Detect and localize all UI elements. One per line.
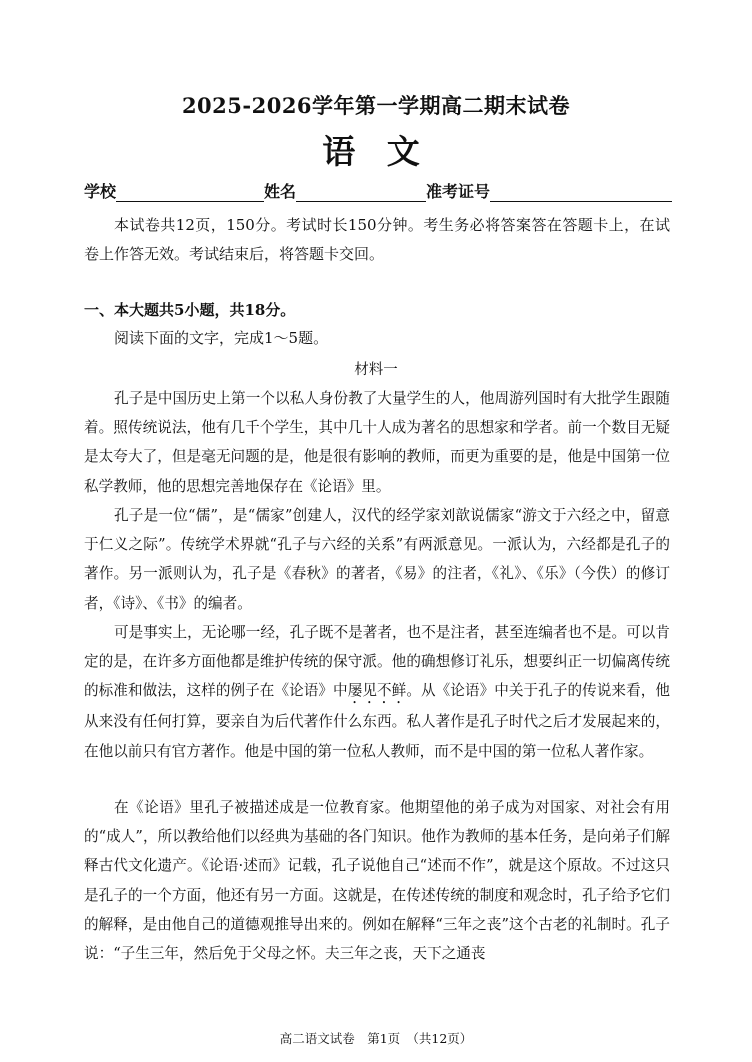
exam-instructions: 本试卷共12页，150分。考试时长150分钟。考生务必将答案答在答题卡上，在试卷上作答无效。考试结束后，将答题卡交回。 — [84, 216, 670, 263]
material-title: 材料一 — [354, 362, 398, 378]
material-paragraph-2: 孔子是一位“儒”，是“儒家”创建人，汉代的经学家刘歆说儒家“游文于六经之中，留意于仁义之际”。传统学术界就“孔子与六经的关系”有两派意见。一派认为，六经都是孔子的著作。另一派则认为，孔子是《春秋》的著者，《易》的注者，《礼》、《乐》（今佚）的修订者，《诗》、《书》的编者。 — [84, 507, 670, 612]
emphasized-phrase: 屡见不鲜 — [347, 682, 407, 700]
reading-directions: 阅读下面的文字，完成1～5题。 — [114, 329, 329, 347]
school-label: 学校 — [84, 182, 117, 201]
student-info-row — [84, 180, 672, 202]
paragraph-3-text-start: 可是事实上，无论哪一经，孔子既不是著者，也不是注者，甚至连编者也不是。可以肯定的是，在许多方面他都是维护传统的保守派。他的确想修订礼乐，想要纠正一切偏离传统的标准和做法，这样的例子在《论语》中 — [84, 624, 670, 700]
page-footer: 高二语文试卷 第1页 （共12页） — [279, 1031, 473, 1046]
exam-title: 2025-2026学年第一学期高二期末试卷 — [181, 93, 571, 118]
material-paragraph-1: 孔子是中国历史上第一个以私人身份教了大量学生的人，他周游列国时有大批学生跟随着。照传统说法，他有几千个学生，其中几十人成为著名的思想家和学者。前一个数目无疑是太夸大了，但是毫无问题的是，他是很有影响的教师，而更为重要的是，他是中国第一位私学教师，他的思想完善地保存在《论语》里。 — [84, 390, 670, 495]
school-blank[interactable] — [116, 183, 264, 202]
paragraph-3-text-end: 。从《论语》中关于孔子的传说来看，他从来没有任何打算，要亲自为后代著作什么东西。私人著作是孔子时代之后才发展起来的，在他以前只有官方著作。他是中国的第一位私人教师，而不是中国的第一位私人著作家。 — [84, 682, 670, 760]
name-label: 姓名 — [264, 182, 297, 201]
exam-id-blank[interactable] — [490, 183, 672, 202]
material-paragraph-4: 在《论语》里孔子被描述成是一位教育家。他期望他的弟子成为对国家、对社会有用的“成人”，所以教给他们以经典为基础的各门知识。他作为教师的基本任务，是向弟子们解释古代文化遗产。《论语·述而》记载，孔子说他自己“述而不作”，就是这个原故。不过这只是孔子的一个方面，他还有另一方面。这就是，在传述传统的制度和观念时，孔子给予它们的解释，是由他自己的道德观推导出来的。例如在解释“三年之丧”这个古老的礼制时。孔子说：“子生三年，然后免于父母之怀。夫三年之丧，天下之通丧 — [84, 799, 670, 963]
material-paragraph-3 — [84, 618, 670, 766]
name-blank[interactable] — [296, 183, 426, 202]
subject-title: 语 文 — [322, 132, 430, 171]
section-heading: 一、本大题共5小题，共18分。 — [84, 301, 296, 319]
exam-id-label: 准考证号 — [426, 182, 491, 201]
